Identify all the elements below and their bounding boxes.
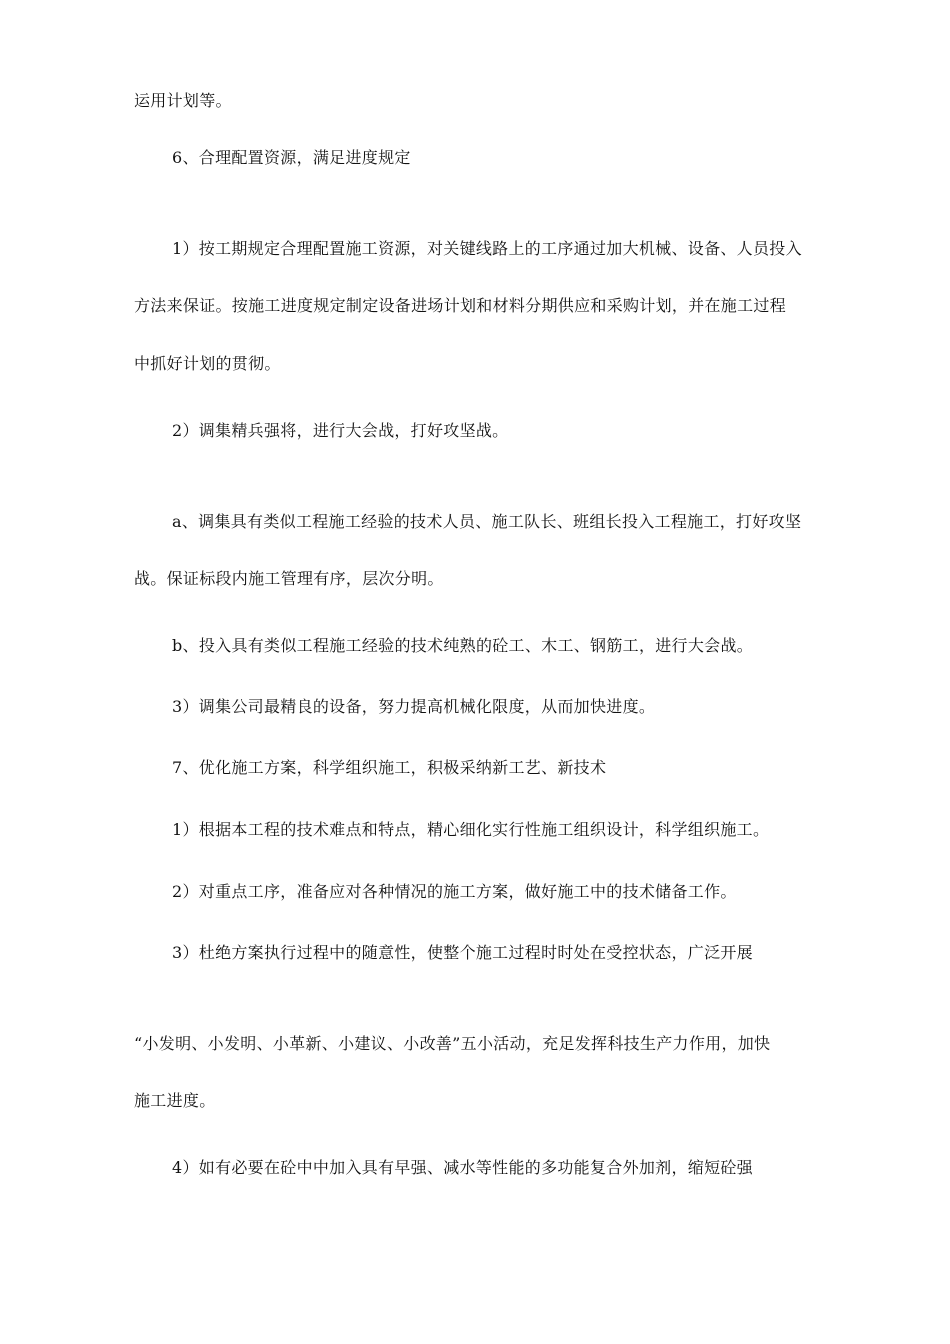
text-line: 3）调集公司最精良的设备，努力提高机械化限度，从而加快进度。	[172, 697, 656, 716]
text-line: 1）根据本工程的技术难点和特点，精心细化实行性施工组织设计，科学组织施工。	[172, 820, 770, 839]
text-line: 中抓好计划的贯彻。	[134, 354, 281, 373]
text-line: b、投入具有类似工程施工经验的技术纯熟的砼工、木工、钢筋工，进行大会战。	[172, 636, 754, 655]
text-line: 2）调集精兵强将，进行大会战，打好攻坚战。	[172, 421, 509, 440]
section-heading: 6、合理配置资源，满足进度规定	[172, 148, 411, 167]
text-line: 运用计划等。	[134, 91, 232, 110]
text-line: a、调集具有类似工程施工经验的技术人员、施工队长、班组长投入工程施工，打好攻坚	[172, 512, 802, 531]
text-line: 方法来保证。按施工进度规定制定设备进场计划和材料分期供应和采购计划，并在施工过程	[134, 296, 787, 315]
text-line: 3）杜绝方案执行过程中的随意性，使整个施工过程时时处在受控状态，广泛开展	[172, 943, 753, 962]
text-line: 施工进度。	[134, 1091, 216, 1110]
text-line: 1）按工期规定合理配置施工资源，对关键线路上的工序通过加大机械、设备、人员投入	[172, 239, 802, 258]
section-heading: 7、优化施工方案，科学组织施工，积极采纳新工艺、新技术	[172, 758, 607, 777]
text-line: 战。保证标段内施工管理有序，层次分明。	[134, 569, 444, 588]
text-line: 4）如有必要在砼中中加入具有早强、减水等性能的多功能复合外加剂，缩短砼强	[172, 1158, 753, 1177]
text-line: “小发明、小发明、小革新、小建议、小改善”五小活动，充足发挥科技生产力作用，加快	[134, 1034, 771, 1053]
text-line: 2）对重点工序，准备应对各种情况的施工方案，做好施工中的技术储备工作。	[172, 882, 737, 901]
